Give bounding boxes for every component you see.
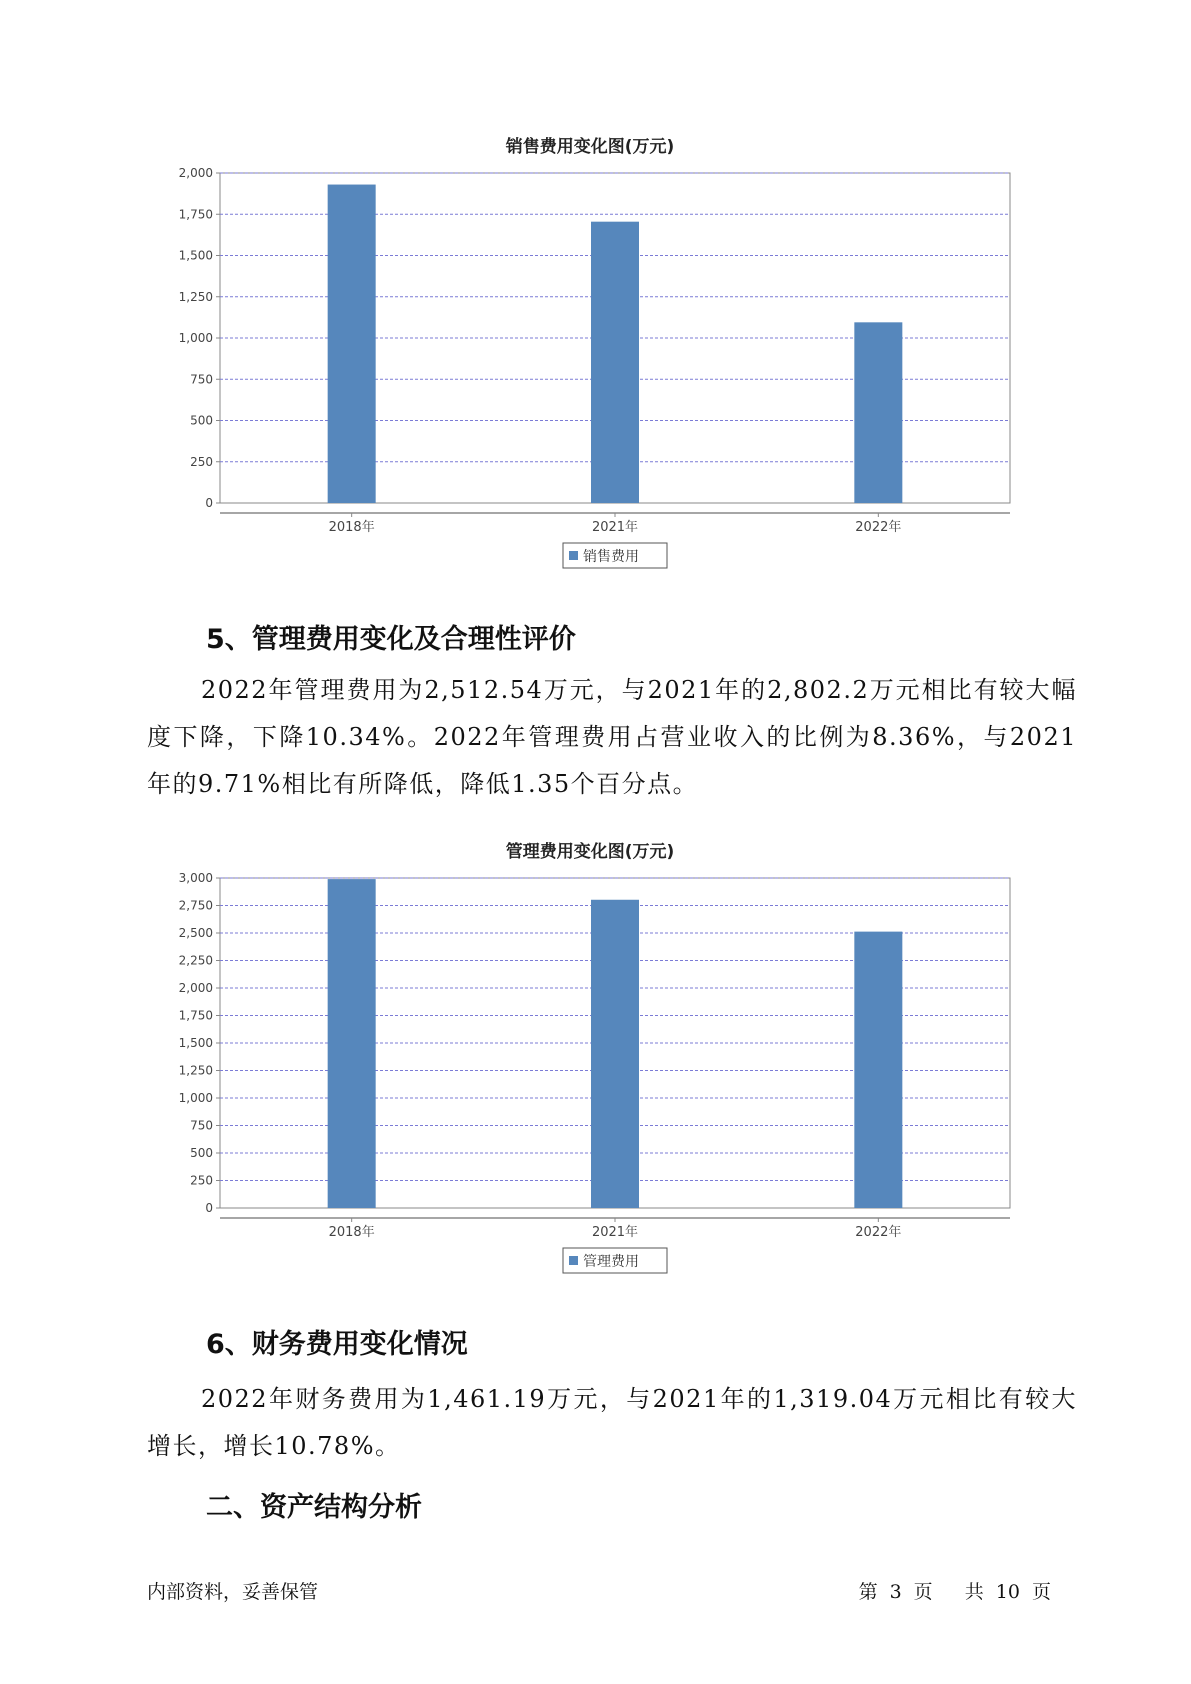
y-tick-label: 1,750	[178, 207, 213, 222]
bar	[328, 185, 376, 503]
y-tick-label: 1,000	[178, 1091, 213, 1105]
chart-title: 管理费用变化图(万元)	[505, 842, 675, 862]
y-tick-label: 0	[205, 1201, 213, 1215]
x-tick-label: 2022年	[855, 520, 902, 535]
y-tick-label: 2,000	[178, 166, 213, 180]
y-tick-label: 500	[190, 413, 213, 428]
x-tick-label: 2022年	[855, 1225, 902, 1240]
y-tick-label: 1,250	[178, 289, 213, 304]
y-tick-label: 750	[190, 372, 213, 387]
bar	[591, 222, 639, 503]
y-tick-label: 1,500	[178, 248, 213, 263]
page-unit: 页	[913, 1581, 933, 1603]
y-tick-label: 0	[205, 496, 213, 510]
y-tick-label: 500	[190, 1146, 213, 1160]
y-tick-label: 1,750	[178, 1008, 213, 1023]
x-tick-label: 2021年	[591, 1225, 639, 1240]
footer-confidential-note: 内部资料，妥善保管	[147, 1581, 319, 1603]
y-tick-label: 1,000	[178, 331, 213, 345]
x-tick-label: 2018年	[328, 1225, 375, 1240]
chart-canvas	[150, 865, 1030, 1285]
bar	[591, 900, 639, 1208]
x-tick-label: 2018年	[328, 520, 375, 535]
y-tick-label: 1,250	[178, 1063, 213, 1078]
total-prefix: 共	[964, 1581, 984, 1603]
total-unit: 页	[1031, 1581, 1051, 1603]
y-tick-label: 2,250	[178, 953, 213, 968]
y-tick-label: 250	[190, 1173, 213, 1188]
section-6-paragraph: 2022年财务费用为1,461.19万元，与2021年的1,319.04万元相比有较大增长，增长10.78%。	[147, 1385, 1077, 1460]
bar	[854, 932, 902, 1208]
chart-canvas	[150, 160, 1030, 580]
y-tick-label: 2,750	[178, 898, 213, 913]
y-tick-label: 750	[190, 1118, 213, 1133]
page-number: 3	[889, 1581, 902, 1603]
y-tick-label: 1,500	[178, 1036, 213, 1050]
footer-page-info	[853, 1577, 1057, 1604]
chart-title: 销售费用变化图(万元)	[505, 137, 675, 157]
y-tick-label: 2,500	[178, 926, 213, 940]
page-prefix: 第	[858, 1581, 878, 1603]
y-tick-label: 3,000	[178, 871, 213, 885]
legend-label: 管理费用	[583, 1254, 639, 1270]
bar	[328, 879, 376, 1208]
legend-swatch	[569, 1256, 578, 1265]
section-6-heading: 6、财务费用变化情况	[206, 1329, 468, 1360]
total-pages: 10	[995, 1581, 1020, 1603]
y-tick-label: 250	[190, 454, 213, 469]
section-5-heading: 5、管理费用变化及合理性评价	[206, 624, 576, 655]
legend-label: 销售费用	[583, 549, 639, 565]
y-tick-label: 2,000	[178, 981, 213, 995]
section-two-heading: 二、资产结构分析	[206, 1492, 422, 1523]
section-5-paragraph: 2022年管理费用为2,512.54万元，与2021年的2,802.2万元相比有较大幅度下降，下降10.34%。2022年管理费用占营业收入的比例为8.36%，与2021年的9.71%相比有所降低，降低1.35个百分点。	[147, 676, 1077, 798]
bar	[854, 322, 902, 503]
x-tick-label: 2021年	[591, 520, 639, 535]
legend-swatch	[569, 551, 578, 560]
